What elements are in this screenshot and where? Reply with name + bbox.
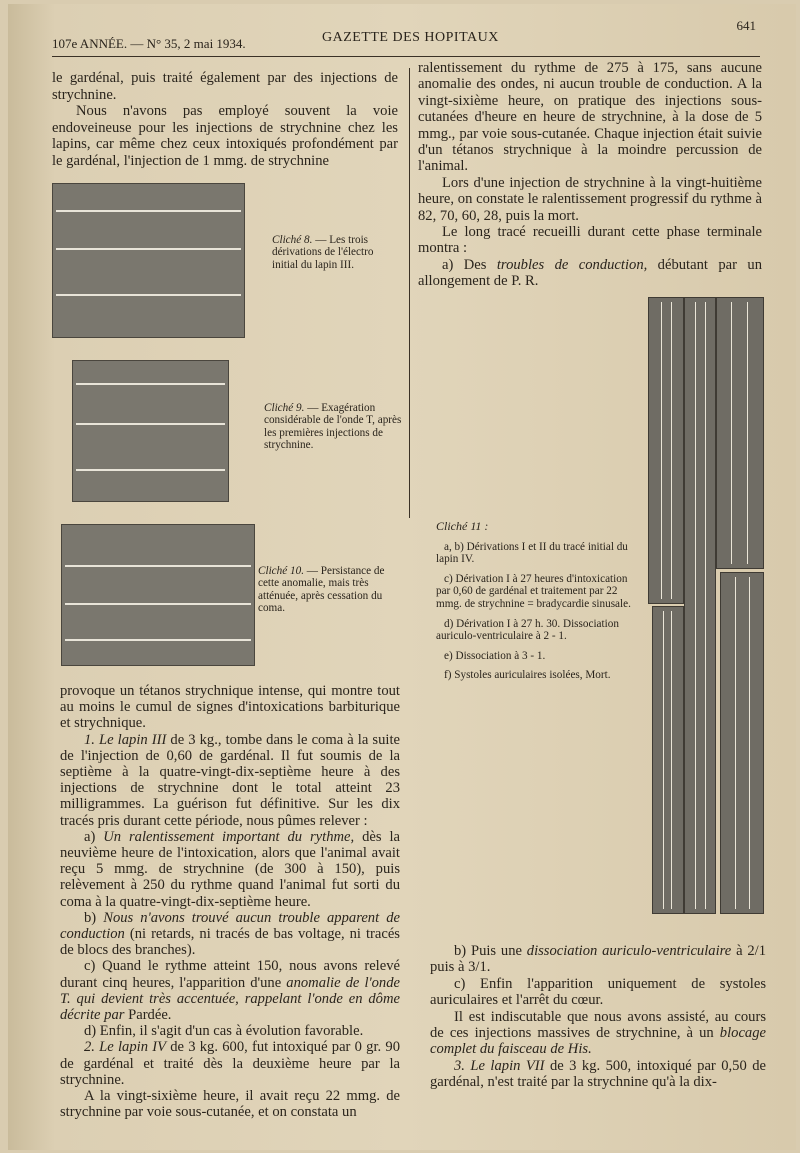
paragraph: 3. Le lapin VII de 3 kg. 500, intoxiqué par 0,50 de gardénal, n'est traité par la strychnine qu'à la dix- [430,1057,766,1091]
right-body [430,943,766,1091]
caption-cliche-11: Cliché 11 : a, b) Dérivations I et II du tracé initial du lapin IV. c) Dérivation I à 27 heures d'intoxication par 0,60 de gardénal et traitement par 22 mmg. de strychnine = bradycardie sinusale. d) Dérivation I à 27 h. 30. Dissociation auriculo-ventriculaire à 2 - 1. e) Dissociation à 3 - 1. f) Systoles auriculaires isolées, Mort. [436,519,631,682]
caption-cliche-8: Cliché 8. — Les trois dérivations de l'électro initial du lapin III. [272,234,374,271]
paragraph: Nous n'avons pas employé souvent la voie endoveineuse pour les injections de strychnine chez les lapins, car même chez ceux intoxiqués profondément par le gardénal, l'injection de 1 mmg. de strychnine [52,103,398,169]
paragraph: 2. Le lapin IV de 3 kg. 600, fut intoxiqué par 0 gr. 90 de gardénal et traité dès la deuxième heure par la strychnine. [60,1039,400,1088]
column-rule [409,68,410,518]
paragraph: Il est indiscutable que nous avons assisté, au cours de ces injections massives de strychnine, à un blocage complet du faisceau de His. [430,1008,766,1058]
ecg-trace [56,210,241,212]
paragraph: a) Un ralentissement important du rythme, dès la neuvième heure de l'intoxication, alors que l'animal avait reçu 5 mmg. de strychnine (de 300 à 150), puis relèvement à 250 du rythme quand l'animal fut sorti du coma à la quatre-vingt-dix-septième heure. [60,828,400,910]
ecg-strip-b [684,297,716,914]
page-header [52,18,760,52]
ecg-trace [65,639,251,641]
paragraph: b) Puis une dissociation auriculo-ventriculaire à 2/1 puis à 3/1. [430,943,766,976]
ecg-trace [76,469,225,471]
paragraph: b) Nous n'avons trouvé aucun trouble apparent de conduction (ni retards, ni tracés de bas voltage, ni tracés de blocs des branches). [60,909,400,959]
ecg-strip-d [652,606,684,914]
journal-title: GAZETTE DES HOPITAUX [322,30,499,45]
ecg-strip-a [648,297,684,604]
ecg-figure-8 [52,183,245,338]
left-intro [52,70,398,170]
header-rule [52,56,760,57]
paragraph: le gardénal, puis traité également par des injections de strychnine. [52,70,398,103]
ecg-trace [65,565,251,567]
ecg-strip-c [716,297,764,569]
caption-cliche-9: Cliché 9. — Exagération considérable de l'onde T, après les premières injections de strychnine. [264,402,402,452]
ecg-figure-10 [61,524,255,666]
right-intro [418,60,762,290]
paragraph: Lors d'une injection de strychnine à la vingt-huitième heure, on constate le ralentissement progressif du rythme à 82, 70, 60, 28, puis la mort. [418,174,762,224]
paragraph: d) Enfin, il s'agit d'un cas à évolution favorable. [84,1023,364,1040]
paragraph: Le long tracé recueilli durant cette phase terminale montra : [418,224,762,257]
ecg-trace [76,423,225,425]
ecg-trace [65,603,251,605]
paragraph: A la vingt-sixième heure, il avait reçu 22 mmg. de strychnine par voie sous-cutanée, et on constata un [60,1088,400,1121]
paragraph: c) Quand le rythme atteint 150, nous avons relevé durant cinq heures, l'apparition d'une anomalie de l'onde T. qui devient très accentuée, rappelant l'onde en dôme décrite par Pardée. [60,958,401,1024]
ecg-figure-9 [72,360,229,502]
left-body [60,683,400,1120]
paragraph: provoque un tétanos strychnique intense, qui montre tout au moins le cumul de signes d'intoxications barbiturique et strychnique. [60,683,400,732]
paragraph: c) Enfin l'apparition uniquement de systoles auriculaires et l'arrêt du cœur. [430,975,766,1009]
ecg-strip-e [720,572,764,914]
caption-cliche-10: Cliché 10. — Persistance de cette anomalie, mais très atténuée, après cessation du coma. [258,565,385,615]
ecg-trace [76,383,225,385]
issue-info: 107e ANNÉE. — N° 35, 2 mai 1934. [52,36,246,51]
page-number: 641 [736,18,756,33]
ecg-trace [56,248,241,250]
paragraph: 1. Le lapin III de 3 kg., tombe dans le coma à la suite de l'injection de 0,60 de gardénal. Il fut soumis de la septième à la quatre-vingt-dix-septième heure à des injections de strychnine dont le total atteint 23 milligrammes. La guérison fut définitive. Sur les dix tracés pris durant cette période, nous pûmes relever : [60,731,400,829]
paragraph: a) Des troubles de conduction, débutant par un allongement de P. R. [418,256,762,290]
paragraph: ralentissement du rythme de 275 à 175, sans aucune anomalie des ondes, ni aucun trouble de conduction. A la vingt-sixième heure, on pratique des injections sous-cutanées d'heure en heure de strychnine, à la dose de 5 mmg., par voie sous-cutanée. Chaque injection était suivie d'un tétanos strychnique à la moindre percussion de l'animal. [418,60,762,175]
ecg-trace [56,294,241,296]
